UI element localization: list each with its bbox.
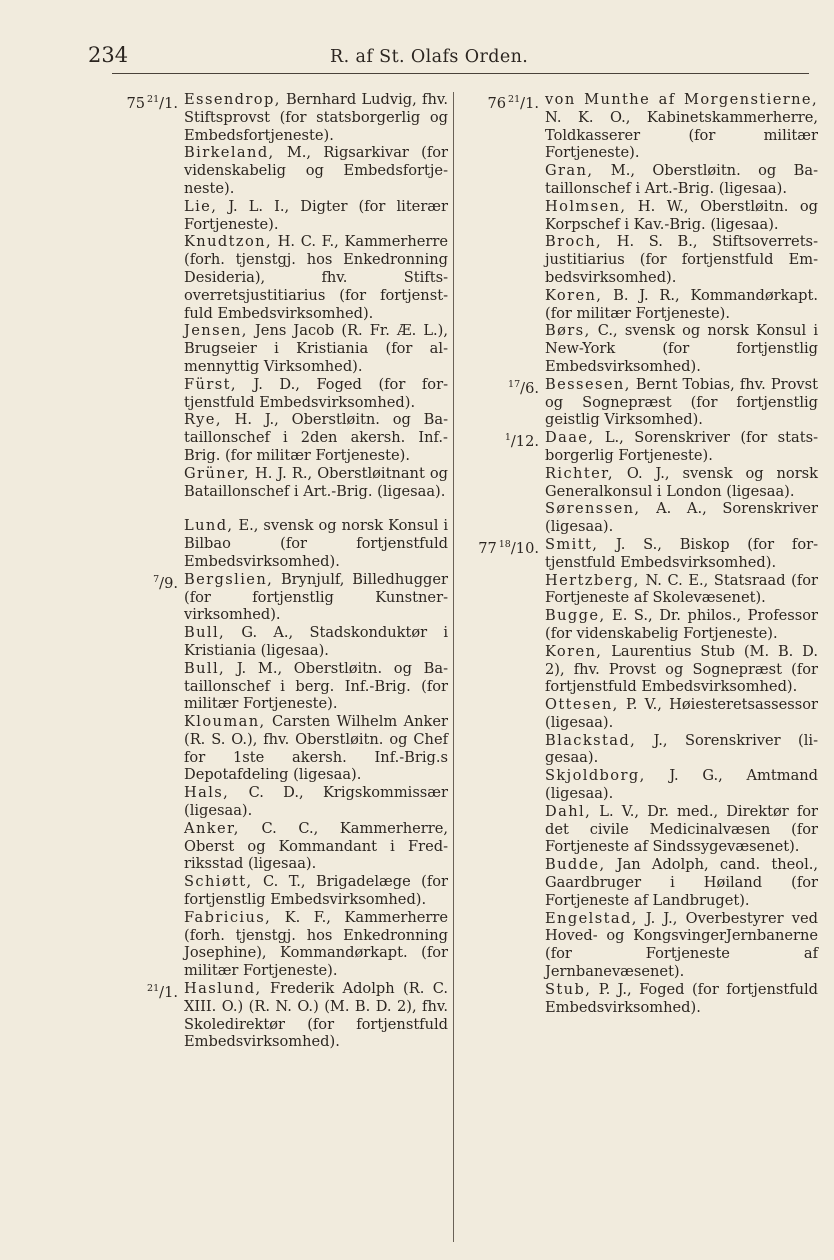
recipient-details: Stiftsoverretsjustitiarius (for fortjenstfuld Embedsvirksomhed). [545, 233, 818, 286]
recipient-surname: Stub, [545, 980, 592, 998]
recipient-given-names: J. S., [616, 535, 662, 553]
recipient-given-names: H. W., [637, 197, 689, 215]
entry-text [545, 91, 818, 162]
recipient-details: Foged (for fortjenstfuld Embedsvirksomhed). [545, 980, 819, 1016]
recipient-details: Rigsarkivar (for videnskabelig og Embedsfortjeneste). [184, 144, 448, 197]
award-month: 12 [515, 433, 535, 451]
recipient-details: Anker (R. S. O.), fhv. Oberstløitn. og Chef for 1ste akersh. Inf.-Brig.s Depotafdeling (ligesaa). [184, 713, 449, 784]
recipient-given-names: J. M., [236, 659, 283, 677]
recipient-surname: Jensen, [184, 322, 248, 340]
recipient-given-names: J. D., [253, 375, 300, 393]
award-date: $^1$/12. [504, 432, 539, 451]
entry-text [184, 465, 448, 501]
recipient-details: Kammerherre (forh. tjenstgj. hos Enkedronning Josephine), Kommandørkapt. (for militær Fortjeneste). [184, 908, 448, 980]
award-month: 9 [164, 574, 174, 592]
entry-text [545, 500, 818, 536]
recipient-given-names: Bernt Tobias, [635, 375, 735, 393]
decoration-entry [112, 660, 448, 713]
award-date: 76 $^{21}$/1. [487, 94, 539, 112]
recipient-details: Kammerherre (forh. tjenstgj. hos Enkedronning Desideria), fhv. Stiftsoverretsjustitiarius (for fortjenstfuld Embedsvirksomhed). [184, 233, 449, 322]
entry-text [184, 91, 448, 144]
decoration-entry [112, 517, 448, 570]
recipient-surname: Engelstad, [545, 909, 638, 927]
recipient-surname: von Munthe af Morgenstierne, [545, 91, 818, 108]
column-divider [453, 92, 454, 1242]
entry-text [545, 981, 818, 1017]
entry-text [184, 624, 448, 660]
decoration-entry [112, 144, 448, 197]
entry-text [184, 909, 448, 980]
recipient-details: Foged (for fortjenstfuld Embedsvirksomhed). [184, 375, 448, 411]
entry-text [184, 713, 448, 784]
recipient-given-names: M., [286, 144, 312, 162]
decoration-entry [112, 909, 448, 980]
recipient-surname: Knudtzon, [184, 233, 273, 251]
recipient-details: Amtmand (ligesaa). [545, 767, 819, 803]
recipient-given-names: J. G., [669, 767, 723, 785]
recipient-details: fhv. Provst og Sognepræst (for fortjenstlig geistlig Virksomhed). [545, 375, 819, 429]
recipient-given-names: A. A., [656, 500, 707, 518]
entry-text [545, 162, 818, 198]
recipient-given-names: H. J. R., [254, 464, 313, 482]
recipient-details: svensk og norsk Konsul i Bilbao (for fortjenstfuld Embedsvirksomhed). [184, 517, 449, 570]
decoration-entry [112, 322, 448, 375]
recipient-given-names: Bernhard Ludvig, [286, 91, 417, 108]
recipient-given-names: Jens Jacob [254, 322, 335, 340]
recipient-surname: Dahl, [545, 802, 592, 820]
decoration-entry [473, 643, 818, 696]
award-year: 76 [487, 95, 507, 112]
award-date: $^{21}$/1. [147, 983, 178, 1002]
recipient-given-names: M., [610, 162, 636, 180]
header-rule [112, 73, 809, 74]
recipient-details: N. K. O., Kabinetskammerherre, Toldkasserer (for militær Fortjeneste). [545, 108, 818, 162]
decoration-entry [473, 803, 818, 856]
recipient-details: Billedhugger (for fortjenstlig Kunstnervirksomhed). [184, 570, 448, 624]
recipient-given-names: J. J., [645, 909, 678, 927]
decoration-entry [473, 856, 818, 909]
award-month: 1 [164, 984, 174, 1002]
recipient-details: Biskop (for fortjenstfuld Embedsvirksomhed). [545, 535, 819, 571]
recipient-details: Krigskommissær (ligesaa). [184, 784, 448, 820]
decoration-entry [473, 696, 818, 732]
recipient-given-names: L., [604, 429, 624, 447]
entry-text [545, 696, 818, 732]
entry-text [545, 856, 818, 909]
decoration-entry [473, 376, 818, 429]
entry-text [184, 784, 448, 820]
recipient-surname: Skjoldborg, [545, 767, 646, 785]
entry-text [545, 536, 818, 572]
recipient-surname: Grüner, [184, 464, 250, 482]
right-column [473, 91, 818, 1016]
recipient-given-names: Laurentius Stub [611, 642, 735, 660]
recipient-details: Stadskonduktør i Kristiania (ligesaa). [184, 624, 448, 659]
recipient-surname: Bugge, [545, 607, 606, 625]
recipient-surname: Bull, [184, 624, 226, 642]
entry-text [545, 910, 818, 981]
entry-text [184, 376, 448, 412]
recipient-details: fhv. Stiftsprovst (for statsborgerlig og Embedsfortjeneste). [184, 91, 448, 144]
recipient-given-names: B. J. R., [613, 286, 680, 304]
recipient-given-names: H. J., [234, 411, 279, 429]
entry-text [545, 322, 818, 375]
recipient-surname: Koren, [545, 642, 603, 660]
recipient-surname: Hals, [184, 784, 230, 802]
entry-text [545, 376, 818, 429]
recipient-details: cand. theol., Gaardbruger i Høiland (for Fortjeneste af Landbruget). [545, 856, 819, 909]
recipient-surname: Fabricius, [184, 908, 272, 926]
recipient-details: Oberstløitn. og Korpschef i Kav.-Brig. (ligesaa). [545, 197, 819, 233]
recipient-given-names: Carsten Wilhelm [271, 713, 398, 731]
recipient-given-names: K. F., [284, 908, 331, 926]
entry-text [184, 144, 448, 197]
running-head: R. af St. Olafs Orden. [330, 47, 529, 67]
decoration-entry [112, 873, 448, 909]
recipient-surname: Koren, [545, 286, 603, 304]
decoration-entry [112, 233, 448, 322]
recipient-details: Høiesteretsassessor (ligesaa). [545, 696, 819, 731]
decoration-entry [112, 465, 448, 501]
recipient-surname: Broch, [545, 233, 603, 251]
award-month: 6 [525, 379, 535, 397]
decoration-entry [112, 784, 448, 820]
recipient-surname: Blackstad, [545, 731, 637, 749]
decoration-entry [473, 322, 818, 375]
recipient-surname: Budde, [545, 856, 606, 874]
entry-text [545, 803, 818, 856]
recipient-surname: Smitt, [545, 535, 599, 553]
entry-text [545, 732, 818, 768]
entry-text [545, 607, 818, 643]
award-day: 21 [147, 94, 160, 105]
recipient-details: Oberstløitnant og Bataillonschef i Art.-Brig. (ligesaa). [184, 464, 449, 500]
recipient-given-names: P. V., [625, 696, 662, 714]
recipient-given-names: J. L. I., [228, 197, 290, 215]
recipient-given-names: N. C. E., [645, 571, 709, 589]
recipient-surname: Bessesen, [545, 375, 631, 393]
decoration-entry [473, 198, 818, 234]
entry-text [184, 322, 448, 375]
decoration-entry [473, 287, 818, 323]
recipient-given-names: E., [238, 517, 259, 535]
recipient-surname: Gran, [545, 162, 594, 180]
award-day: 21 [508, 94, 521, 105]
decoration-entry [112, 713, 448, 784]
decoration-entry [473, 500, 818, 536]
recipient-surname: Sørenssen, [545, 500, 641, 518]
entry-text [184, 517, 448, 570]
recipient-surname: Birkeland, [184, 144, 275, 162]
recipient-details: (R. Fr. Æ. L.), Brugseier i Kristiania (for almennyttig Virksomhed). [184, 322, 449, 375]
decoration-entry [473, 536, 818, 572]
recipient-surname: Hertzberg, [545, 571, 640, 589]
recipient-details: Oberstløitn. og Bataillonschef i Art.-Brig. (ligesaa). [545, 162, 819, 197]
award-day: 18 [498, 538, 511, 550]
recipient-surname: Essendrop, [184, 91, 281, 108]
recipient-details: Brigadelæge (for fortjenstlig Embedsvirksomhed). [184, 873, 449, 909]
entry-text [545, 572, 818, 608]
recipient-surname: Rye, [184, 411, 222, 429]
entry-text [184, 233, 448, 322]
recipient-given-names: H. S. B., [616, 233, 698, 251]
decoration-entry [473, 233, 818, 286]
entry-text [545, 198, 818, 234]
recipient-surname: Bergslien, [184, 570, 274, 588]
award-month: 1 [525, 95, 535, 112]
award-date: 77 $^{18}$/10. [478, 538, 539, 557]
award-day: 17 [508, 378, 521, 390]
recipient-details: Sorenskriver (ligesaa). [545, 731, 819, 767]
recipient-given-names: C., [597, 322, 618, 340]
recipient-given-names: O. J., [626, 464, 670, 482]
recipient-details: Dr. philos., Professor (for videnskabelig Fortjeneste). [545, 607, 819, 642]
recipient-details: Oberstløitn. og Bataillonschef i berg. Inf.-Brig. (for militær Fortjeneste). [184, 659, 448, 713]
recipient-surname: Bull, [184, 659, 226, 677]
recipient-surname: Anker, [184, 819, 240, 837]
entry-text [184, 660, 448, 713]
decoration-entry [473, 767, 818, 803]
decoration-entry [473, 981, 818, 1017]
recipient-surname: Fürst, [184, 375, 237, 393]
left-column [112, 91, 448, 1051]
award-date: $^{17}$/6. [508, 378, 539, 397]
entry-text [545, 643, 818, 696]
recipient-surname: Lund, [184, 517, 234, 535]
recipient-surname: Schiøtt, [184, 873, 253, 891]
recipient-details: Statsraad (for Fortjeneste af Skolevæsenet). [545, 571, 818, 607]
award-date: 75 $^{21}$/1. [126, 94, 178, 112]
award-year: 75 [126, 95, 146, 112]
award-day: 7 [153, 573, 160, 585]
recipient-surname: Richter, [545, 464, 614, 482]
recipient-given-names: C. D., [248, 784, 304, 802]
recipient-given-names: E. S., [612, 607, 653, 625]
entry-text [184, 820, 448, 873]
decoration-entry [473, 910, 818, 981]
entry-text [545, 233, 818, 286]
entry-text [184, 980, 448, 1051]
decoration-entry [112, 820, 448, 873]
recipient-details: Dr. med., Direktør for det civile Medicinalvæsen (for Fortjeneste af Sindssygevæsenet). [545, 802, 819, 856]
recipient-given-names: C. C., [261, 819, 319, 837]
recipient-given-names: Frederik Adolph [269, 980, 395, 998]
recipient-given-names: C. T., [263, 873, 306, 891]
entry-text [184, 198, 448, 234]
entry-text [184, 873, 448, 909]
recipient-details: svensk og norsk Generalkonsul i London (ligesaa). [545, 464, 818, 500]
decoration-entry [112, 571, 448, 624]
decoration-entry [473, 572, 818, 608]
recipient-given-names: J., [653, 731, 668, 749]
decoration-entry [112, 624, 448, 660]
recipient-given-names: Brynjulf, [280, 570, 345, 588]
award-year: 77 [478, 539, 497, 557]
recipient-details: Sorenskriver (ligesaa). [545, 500, 819, 536]
decoration-entry [112, 198, 448, 234]
decoration-entry [112, 91, 448, 144]
recipient-surname: Klouman, [184, 713, 266, 731]
entry-text [545, 429, 818, 465]
recipient-given-names: G. A., [241, 624, 294, 642]
recipient-given-names: L. V., [599, 802, 640, 820]
recipient-details: Overbestyrer ved Hoved- og KongsvingerJernbanerne (for Fortjeneste af Jernbanevæsenet). [545, 909, 818, 981]
page-number: 234 [88, 43, 129, 67]
recipient-surname: Daae, [545, 429, 595, 447]
recipient-details: (R. C. XIII. O.) (R. N. O.) (M. B. D. 2), fhv. Skoledirektør (for fortjenstfuld Embedsvirksomhed). [184, 980, 449, 1051]
recipient-surname: Ottesen, [545, 696, 619, 714]
recipient-details: Digter (for literær Fortjeneste). [184, 197, 448, 233]
recipient-details: Sorenskriver (for statsborgerlig Fortjeneste). [545, 429, 819, 464]
recipient-given-names: Jan Adolph, [616, 856, 709, 874]
recipient-given-names: H. C. F., [277, 233, 339, 251]
decoration-entry [112, 411, 448, 464]
decoration-entry [473, 732, 818, 768]
recipient-details: Kammerherre, Oberst og Kommandant i Fredriksstad (ligesaa). [184, 819, 448, 873]
recipient-details: svensk og norsk Konsul i New-York (for fortjenstlig Embedsvirksomhed). [545, 322, 819, 375]
entry-text [545, 465, 818, 501]
recipient-surname: Haslund, [184, 980, 262, 998]
entry-text [184, 411, 448, 464]
decoration-entry [112, 376, 448, 412]
award-month: 10 [515, 539, 535, 557]
recipient-details: (M. B. D. 2), fhv. Provst og Sognepræst (for fortjenstfuld Embedsvirksomhed). [545, 642, 819, 696]
award-date: $^7$/9. [153, 573, 178, 592]
award-month: 1 [164, 95, 174, 112]
decoration-entry [473, 607, 818, 643]
recipient-surname: Børs, [545, 322, 591, 340]
decoration-entry [473, 162, 818, 198]
award-day: 21 [147, 983, 160, 995]
entry-text [184, 571, 448, 624]
decoration-entry [473, 91, 818, 162]
decoration-entry [473, 429, 818, 465]
decoration-entry [473, 465, 818, 501]
recipient-surname: Holmsen, [545, 197, 627, 215]
recipient-surname: Lie, [184, 197, 218, 215]
entry-text [545, 287, 818, 323]
entry-text [545, 767, 818, 803]
recipient-given-names: P. J., [598, 980, 632, 998]
award-day: 1 [504, 432, 511, 444]
decoration-entry [112, 980, 448, 1051]
recipient-details: Oberstløitn. og Bataillonschef i 2den akersh. Inf.-Brig. (for militær Fortjeneste). [184, 411, 448, 464]
recipient-details: Kommandørkapt. (for militær Fortjeneste). [545, 286, 819, 322]
